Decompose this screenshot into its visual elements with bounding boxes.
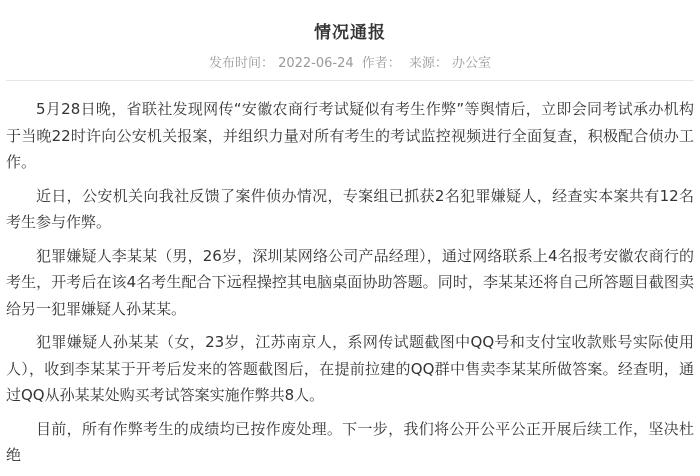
paragraph-3: 犯罪嫌疑人李某某（男，26岁，深圳某网络公司产品经理），通过网络联系上4名报考安徽农商行的考生，开考后在该4名考生配合下远程操控其电脑桌面协助答题。同时，李某某还将自己所答题目截图卖给另一犯罪嫌疑人孙某某。 — [6, 246, 694, 318]
paragraph-2: 近日，公安机关向我社反馈了案件侦办情况，专案组已抓获2名犯罪嫌疑人，经查实本案共有12名考生参与作弊。 — [6, 186, 694, 231]
author-label: 作者： — [361, 56, 401, 71]
publish-time-label: 发布时间： — [209, 56, 275, 71]
article-meta — [0, 52, 700, 71]
paragraph-5: 目前，所有作弊考生的成绩均已按作废处理。下一步，我们将公开公平公正开展后续工作，坚决杜绝 — [6, 419, 694, 464]
paragraph-4: 犯罪嫌疑人孙某某（女，23岁，江苏南京人，系网传试题截图中QQ号和支付宝收款账号实际使用人），收到李某某于开考后发来的答题截图后，在提前拉建的QQ群中售卖李某某所做答案。经查明，通过QQ从孙某某处购买考试答案实施作弊共8人。 — [6, 333, 694, 404]
source-label: 来源： — [408, 56, 448, 71]
source-value: 办公室 — [451, 56, 491, 71]
article-body — [6, 96, 694, 476]
paragraph-1: 5月28日晚，省联社发现网传“安徽农商行考试疑似有考生作弊”等舆情后，立即会同考试承办机构于当晚22时许向公安机关报案，并组织力量对所有考生的考试监控视频进行全面复查，积极配合侦办工作。 — [6, 100, 694, 171]
article-title: 情况通报 — [314, 23, 386, 43]
publish-date: 2022-06-24 — [278, 56, 354, 71]
header-divider — [6, 80, 694, 81]
